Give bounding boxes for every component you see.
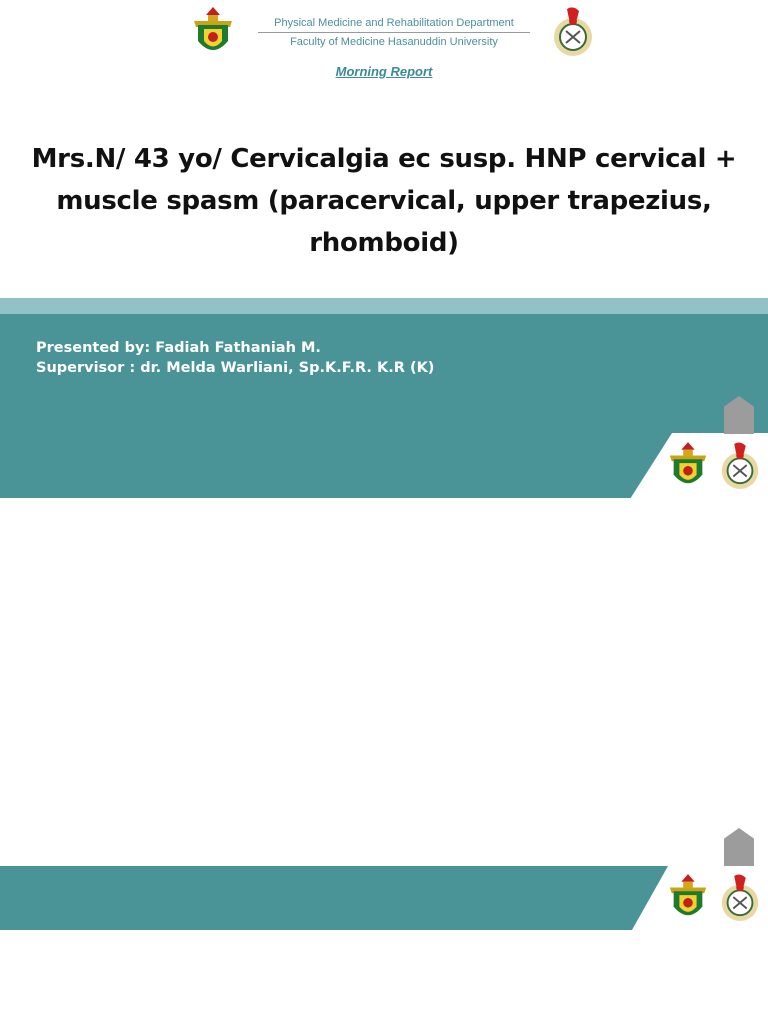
faculty-name: Faculty of Medicine Hasanuddin University — [290, 36, 498, 48]
report-type: Morning Report — [335, 64, 433, 79]
university-crest-icon — [666, 440, 710, 492]
university-crest-icon — [190, 5, 236, 59]
header-divider — [258, 32, 530, 33]
accent-stripe — [0, 298, 768, 314]
presenter-block — [36, 338, 434, 378]
slide-title: Mrs.N/ 43 yo/ Cervicalgia ec susp. HNP cervical + muscle spasm (paracervical, upper trapezius, rhomboid) — [31, 144, 737, 258]
rooster-emblem-icon — [718, 440, 762, 492]
department-name: Physical Medicine and Rehabilitation Department — [274, 17, 514, 29]
rooster-emblem-icon — [718, 872, 762, 924]
presented-by: Presented by: Fadiah Fathaniah M. — [36, 340, 321, 356]
supervisor: Supervisor : dr. Melda Warliani, Sp.K.F.R. K.R (K) — [36, 360, 435, 376]
university-crest-icon — [666, 872, 710, 924]
department-heading — [262, 16, 526, 49]
rooster-emblem-icon — [550, 5, 596, 59]
home-icon[interactable] — [724, 828, 754, 866]
